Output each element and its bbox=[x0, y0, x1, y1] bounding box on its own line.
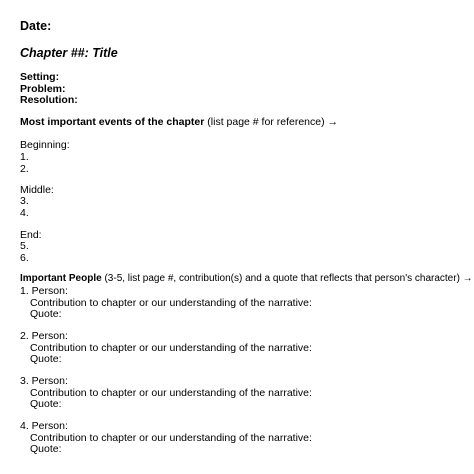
event-item: 6. bbox=[20, 252, 29, 264]
events-heading-note: (list page # for reference) → bbox=[204, 116, 338, 128]
person-label: 4. Person: bbox=[20, 420, 68, 432]
person-label: 1. Person: bbox=[20, 285, 68, 297]
people-heading-note: (3-5, list page #, contribution(s) and a quote that reflects that person's character) → bbox=[101, 273, 473, 284]
event-item: 1. bbox=[20, 151, 29, 163]
quote-label: Quote: bbox=[30, 398, 62, 410]
event-item: 3. bbox=[20, 195, 29, 207]
quote-label: Quote: bbox=[30, 308, 62, 320]
quote-label: Quote: bbox=[30, 353, 62, 365]
problem-label: Problem: bbox=[20, 83, 66, 95]
contribution-label: Contribution to chapter or our understanding of the narrative: bbox=[30, 342, 312, 354]
people-heading-bold: Important People bbox=[20, 273, 102, 284]
contribution-label: Contribution to chapter or our understanding of the narrative: bbox=[30, 387, 312, 399]
middle-label: Middle: bbox=[20, 184, 54, 196]
setting-label: Setting: bbox=[20, 71, 60, 83]
resolution-label: Resolution: bbox=[20, 94, 78, 106]
contribution-label: Contribution to chapter or our understanding of the narrative: bbox=[30, 432, 312, 444]
person-label: 3. Person: bbox=[20, 375, 68, 387]
events-heading bbox=[20, 116, 338, 128]
date-label: Date: bbox=[20, 19, 52, 33]
end-label: End: bbox=[20, 229, 42, 241]
event-item: 5. bbox=[20, 240, 29, 252]
person-label: 2. Person: bbox=[20, 330, 68, 342]
people-heading bbox=[20, 273, 473, 285]
beginning-label: Beginning: bbox=[20, 139, 70, 151]
events-heading-bold: Most important events of the chapter bbox=[20, 116, 205, 128]
contribution-label: Contribution to chapter or our understanding of the narrative: bbox=[30, 297, 312, 309]
event-item: 4. bbox=[20, 207, 29, 219]
quote-label: Quote: bbox=[30, 443, 62, 455]
event-item: 2. bbox=[20, 163, 29, 175]
chapter-title: Chapter ##: Title bbox=[20, 46, 118, 60]
